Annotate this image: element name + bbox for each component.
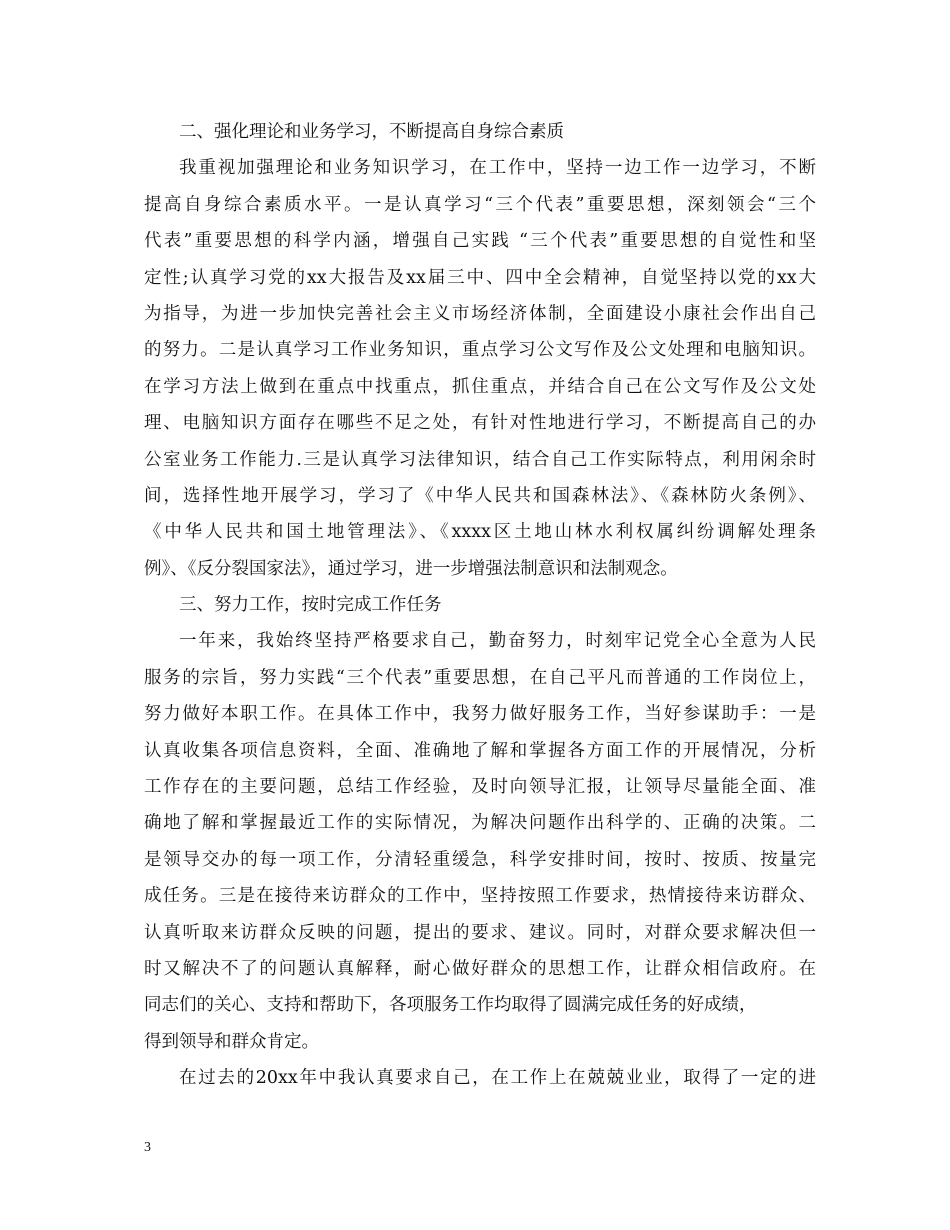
text-line: 认真收集各项信息资料，全面、准确地了解和掌握各方面工作的开展情况，分析 [144,740,816,761]
document-body [144,114,816,1097]
text-line: 定性;认真学习党的xx大报告及xx届三中、四中全会精神，自觉坚持以党的xx大 [144,267,816,288]
text-line: 服务的宗旨，努力实践“三个代表”重要思想，在自己平凡而普通的工作岗位上， [144,667,816,688]
text-line: 时又解决不了的问题认真解释，耐心做好群众的思想工作，让群众相信政府。在 [144,958,816,979]
text-line: 得到领导和群众肯定。 [144,1031,319,1052]
text-line: 提高自身综合素质水平。一是认真学习“三个代表”重要思想，深刻领会“三个 [144,194,816,215]
text-line: 我重视加强理论和业务知识学习，在工作中，坚持一边工作一边学习，不断 [179,158,816,179]
text-line: 间，选择性地开展学习，学习了《中华人民共和国森林法》、《森林防火条例》、 [144,485,816,506]
text-line: 在过去的20xx年中我认真要求自己，在工作上在兢兢业业，取得了一定的进 [179,1068,816,1089]
text-line: 公室业务工作能力.三是认真学习法律知识，结合自己工作实际特点，利用闲余时 [144,449,816,470]
text-line: 代表”重要思想的科学内涵，增强自己实践 “三个代表”重要思想的自觉性和坚 [144,231,816,252]
text-line: 认真听取来访群众反映的问题，提出的要求、建议。同时，对群众要求解决但一 [144,922,816,943]
text-line: 的努力。二是认真学习工作业务知识，重点学习公文写作及公文处理和电脑知识。 [144,340,816,361]
text-line: 工作存在的主要问题，总结工作经验，及时向领导汇报，让领导尽量能全面、准 [144,777,816,798]
text-line: 例》、《反分裂国家法》，通过学习，进一步增强法制意识和法制观念。 [144,558,678,579]
text-line: 二、强化理论和业务学习，不断提高自身综合素质 [179,122,564,142]
text-line: 《中华人民共和国土地管理法》、《xxxx区土地山林水利权属纠纷调解处理条 [144,522,816,543]
text-line: 三、努力工作，按时完成工作任务 [179,595,442,616]
text-line: 为指导，为进一步加快完善社会主义市场经济体制，全面建设小康社会作出自己 [144,303,816,324]
text-line: 确地了解和掌握最近工作的实际情况，为解决问题作出科学的、正确的决策。二 [144,813,816,834]
text-line: 是领导交办的每一项工作，分清轻重缓急，科学安排时间，按时、按质、按量完 [144,849,816,870]
text-line: 在学习方法上做到在重点中找重点，抓住重点，并结合自己在公文写作及公文处 [144,376,816,397]
text-line: 同志们的关心、支持和帮助下，各项服务工作均取得了圆满完成任务的好成绩， [144,995,757,1016]
text-line: 成任务。三是在接待来访群众的工作中，坚持按照工作要求，热情接待来访群众、 [144,886,816,907]
text-line: 一年来，我始终坚持严格要求自己，勤奋努力，时刻牢记党全心全意为人民 [179,631,816,652]
page-number: 3 [144,1140,151,1155]
text-line: 理、电脑知识方面存在哪些不足之处，有针对性地进行学习，不断提高自己的办 [144,413,816,434]
text-line: 努力做好本职工作。在具体工作中，我努力做好服务工作，当好参谋助手：一是 [144,704,816,725]
